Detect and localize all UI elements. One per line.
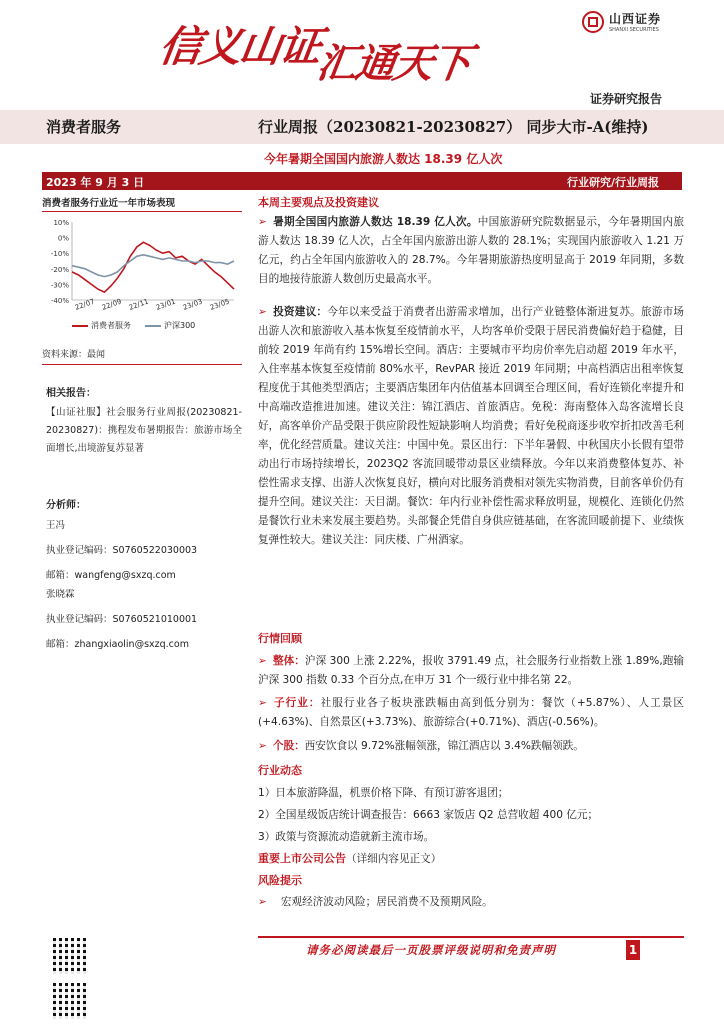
announcements-note: （详细内容见正文） — [346, 853, 442, 865]
risk-text: 宏观经济波动风险；居民消费不及预期风险。 — [280, 896, 493, 908]
chart-source: 资料来源：最闻 — [42, 350, 106, 360]
slogan-part2: 汇通天下 — [313, 40, 473, 87]
news-item: 3）政策与资源流动造就新主流市场。 — [258, 831, 435, 843]
disclaimer-notice: 请务必阅读最后一页股票评级说明和免责声明 — [306, 943, 556, 957]
analyst-name: 张晓霖 — [46, 589, 75, 600]
chart-title: 消费者服务行业近一年市场表现 — [42, 195, 242, 212]
related-report-link[interactable]: 【山证社服】社会服务行业周报(20230821-20230827)：携程发布暑期报告：旅游市场全面增长,出境游复苏显著 — [46, 407, 242, 454]
series-line-2 — [72, 255, 234, 277]
market-subsector-label: 子行业： — [272, 697, 321, 709]
point-1-heading: 暑期全国国内旅游人数达 18.39 亿人次。 — [272, 216, 478, 228]
section-title-market: 行情回顾 — [258, 632, 302, 645]
market-subsector — [258, 694, 684, 732]
x-tick-label: 23/03 — [181, 297, 204, 312]
legend-label-1: 消费者服务 — [91, 321, 131, 330]
slogan-part1: 信义山证 — [156, 22, 324, 71]
legend-swatch-1 — [72, 325, 88, 327]
market-stocks — [258, 737, 684, 756]
point-paragraph-1 — [258, 213, 684, 289]
company-logo — [582, 10, 661, 33]
risk-item — [258, 893, 684, 912]
x-tick-label: 22/07 — [73, 297, 96, 312]
logo-mark-icon — [582, 11, 604, 33]
analyst-1 — [46, 517, 242, 654]
arrow-bullet-icon: ➢ — [258, 896, 267, 908]
y-tick-label: -30% — [50, 281, 69, 290]
point-paragraph-2 — [258, 303, 684, 550]
report-type: 证券研究报告 — [590, 92, 663, 106]
legend-item-1 — [72, 320, 131, 331]
legend-item-2 — [145, 320, 195, 331]
y-tick-label: -40% — [50, 297, 69, 305]
x-tick-label: 22/09 — [100, 297, 123, 312]
market-stocks-text: 西安饮食以 9.72%涨幅领涨，锦江酒店以 3.4%跌幅领跌。 — [304, 740, 584, 752]
report-subtitle: 今年暑期全国国内旅游人数达 18.39 亿人次 — [264, 152, 503, 166]
page-title: 行业周报（20230821-20230827） 同步大市-A(维持) — [258, 118, 649, 136]
brand-slogan — [156, 14, 476, 87]
qr-code-icon — [53, 938, 89, 974]
news-list — [258, 782, 684, 848]
section-title-announcements: 重要上市公司公告 — [258, 852, 346, 865]
section-title-risk: 风险提示 — [258, 874, 302, 887]
sector-name: 消费者服务 — [46, 118, 122, 136]
y-tick-label: -20% — [50, 265, 69, 274]
page-number: 1 — [626, 940, 640, 960]
section-title-news: 行业动态 — [258, 764, 302, 777]
analyst-label: 分析师： — [46, 500, 86, 511]
analyst-name: 王冯 — [46, 520, 66, 531]
series-line-1 — [72, 242, 234, 292]
logo-name: 山西证券 — [609, 12, 662, 26]
market-overall-label: 整体： — [272, 655, 305, 667]
report-date: 2023 年 9 月 3 日 — [46, 176, 145, 189]
arrow-bullet-icon: ➢ — [258, 306, 267, 318]
logo-name-en: SHANXI SECURITIES — [609, 27, 659, 33]
y-tick-label: 0% — [57, 234, 69, 243]
market-subsector-text: 社服行业各子板块涨跌幅由高到低分别为：餐饮（+5.87%）、人工景区(+4.63%)、自然景区(+3.73%)、旅游综合(+0.71%)、酒店(-0.56%)。 — [258, 697, 685, 728]
market-overall — [258, 652, 684, 690]
announcements-heading — [258, 850, 684, 866]
market-chart — [42, 212, 242, 337]
arrow-bullet-icon: ➢ — [258, 216, 267, 228]
analyst-email[interactable]: 邮箱：wangfeng@sxzq.com — [46, 570, 176, 581]
x-tick-label: 22/11 — [127, 297, 150, 312]
legend-label-2: 沪深300 — [164, 321, 196, 330]
market-overall-text: 沪深 300 上涨 2.22%，报收 3791.49 点，社会服务行业指数上涨 1.89%,跑输沪深 300 指数 0.33 个百分点,在申万 31 个一级行业中排名第 22。 — [258, 655, 685, 686]
x-tick-label: 23/05 — [208, 297, 231, 312]
section-title-views: 本周主要观点及投资建议 — [258, 196, 379, 209]
analyst-reg: 执业登记编码：S0760522030003 — [46, 545, 198, 556]
analyst-email[interactable]: 邮箱：zhangxiaolin@sxzq.com — [46, 639, 189, 650]
chart-svg — [42, 212, 242, 317]
market-stocks-label: 个股： — [272, 740, 305, 752]
qr-code-icon — [53, 983, 89, 1019]
news-item: 2）全国星级饭店统计调查报告：6663 家饭店 Q2 总营收超 400 亿元； — [258, 809, 599, 821]
arrow-bullet-icon: ➢ — [258, 697, 267, 709]
y-tick-label: -10% — [50, 250, 69, 259]
divider — [42, 364, 242, 365]
legend-swatch-2 — [145, 325, 161, 327]
related-reports-label: 相关报告： — [46, 388, 96, 399]
report-category: 行业研究/行业周报 — [567, 176, 660, 189]
point-2-text: 今年以来受益于消费者出游需求增加，出行产业链整体渐进复苏。旅游市场出游人次和旅游收入基本恢复至疫情前水平，人均客单价受限于居民消费偏好趋于稳健，目前较 2019 年尚有约 15%增长空间。酒店：主要城市平均房价率先启动超 2019 年水平，入住率基本恢复至疫情前 80%水平，RevPAR 接近 2019 年同期；中高档酒店出租率恢复程度优于其他类型酒店；主要酒店集团年内估值基本回调至合理区间，看好连锁化率提升和中高端改造推进加速。建议关注：锦江酒店、首旅酒店。免税：海南整体入岛客流增长良好，高客单价产品受限于供应阶段性短缺影响人均消费；看好免税商逐步收窄折扣改善毛利率，优化经营质量。建议关注：中国中免。景区出行：下半年暑假、中秋国庆小长假有望带动出行市场持续增长，2023Q2 客流回暖带动景区业绩释放。今年以来消费整体复苏、补偿性需求支撑、出游人次恢复良好，横向对比服务消费相对领先实物消费，目前客单价仍有提升空间。建议关注：天目湖。餐饮：年内行业补偿性需求释放明显，规模化、连锁化仍然是餐饮行业未来发展主要趋势。头部餐企凭借自身供应链基础，在客流回暖前提下、业绩恢复弹性较大。建议关注：同庆楼、广州酒家。 — [258, 306, 685, 546]
y-tick-label: 10% — [53, 219, 69, 227]
chart-legend — [72, 320, 195, 331]
footer-rule — [258, 936, 684, 938]
arrow-bullet-icon: ➢ — [258, 740, 267, 752]
news-item: 1）日本旅游降温，机票价格下降、有预订游客退团； — [258, 787, 509, 799]
point-2-heading: 投资建议： — [272, 306, 328, 318]
x-tick-label: 23/01 — [154, 297, 177, 312]
arrow-bullet-icon: ➢ — [258, 655, 267, 667]
point-1-text: 中国旅游研究院数据显示，今年暑期国内旅游人数达 18.39 亿人次，占全年国内旅游出游人数的 28.1%；实现国内旅游收入 1.21 万亿元，约占全年国内旅游收入的 28.7%。今年暑期旅游热度明显高于 2019 年同期，多数目的地接待旅游人数创历史最高水平。 — [258, 216, 684, 285]
analyst-reg: 执业登记编码：S0760521010001 — [46, 614, 198, 625]
